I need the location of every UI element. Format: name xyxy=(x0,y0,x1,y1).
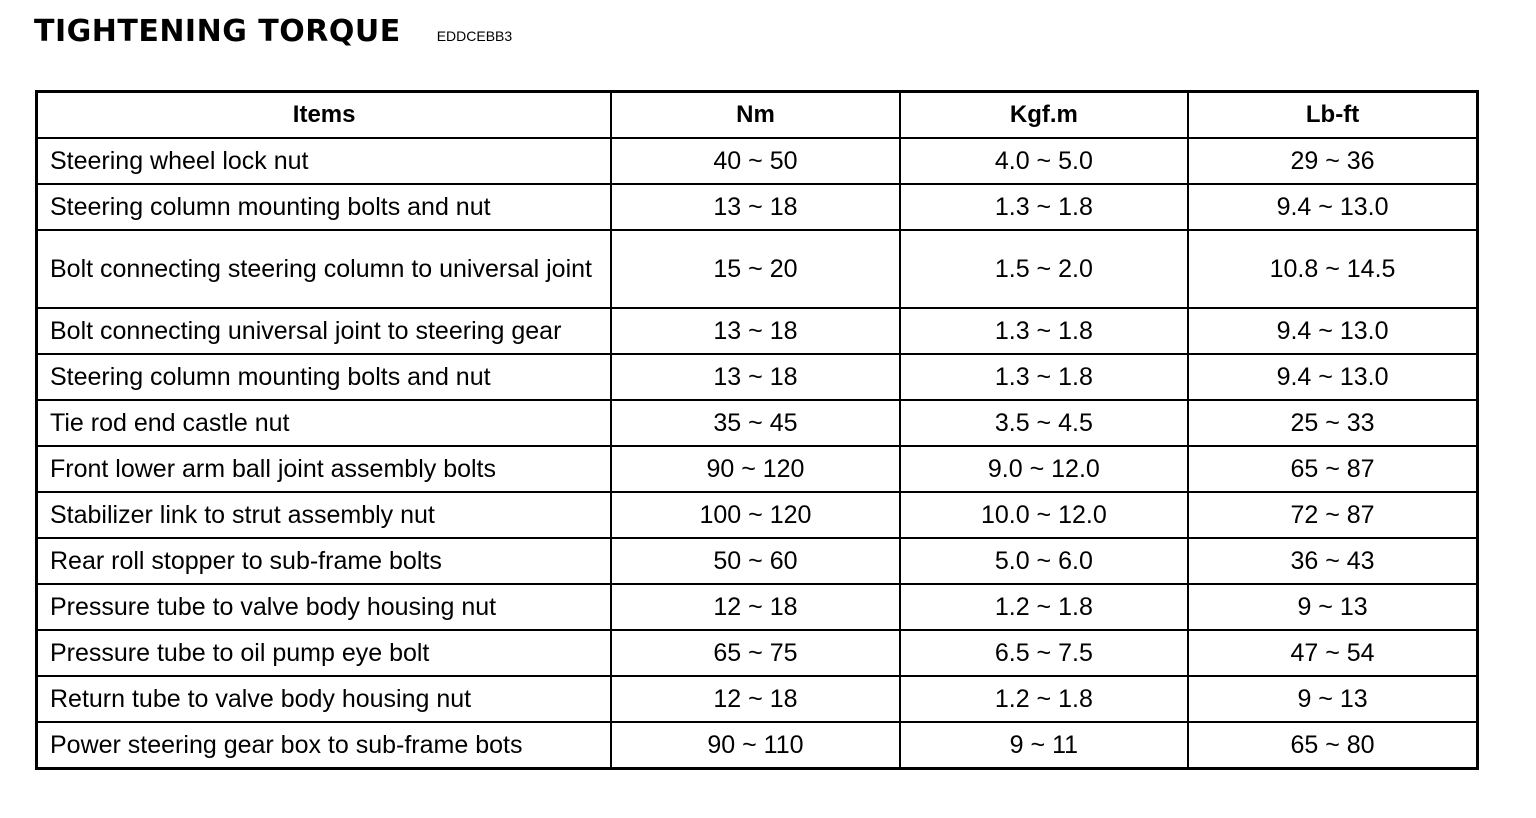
kgfm-cell: 10.0 ~ 12.0 xyxy=(900,492,1188,538)
table-row xyxy=(37,492,1478,538)
lbft-cell: 72 ~ 87 xyxy=(1188,492,1477,538)
table-row xyxy=(37,400,1478,446)
table-row xyxy=(37,230,1478,308)
kgfm-cell: 1.2 ~ 1.8 xyxy=(900,584,1188,630)
kgfm-cell: 1.3 ~ 1.8 xyxy=(900,184,1188,230)
item-cell: Bolt connecting universal joint to steering gear xyxy=(37,308,612,354)
kgfm-cell: 3.5 ~ 4.5 xyxy=(900,400,1188,446)
table-row xyxy=(37,184,1478,230)
item-cell: Tie rod end castle nut xyxy=(37,400,612,446)
kgfm-cell: 1.3 ~ 1.8 xyxy=(900,354,1188,400)
kgfm-cell: 9 ~ 11 xyxy=(900,722,1188,769)
kgfm-cell: 1.2 ~ 1.8 xyxy=(900,676,1188,722)
table-header-row xyxy=(37,92,1478,139)
item-cell: Pressure tube to valve body housing nut xyxy=(37,584,612,630)
table-row xyxy=(37,446,1478,492)
nm-cell: 15 ~ 20 xyxy=(611,230,899,308)
lbft-cell: 47 ~ 54 xyxy=(1188,630,1477,676)
item-cell: Steering wheel lock nut xyxy=(37,138,612,184)
nm-cell: 90 ~ 110 xyxy=(611,722,899,769)
item-cell: Pressure tube to oil pump eye bolt xyxy=(37,630,612,676)
lbft-cell: 9 ~ 13 xyxy=(1188,676,1477,722)
column-header-items: Items xyxy=(37,92,612,139)
item-cell: Rear roll stopper to sub-frame bolts xyxy=(37,538,612,584)
lbft-cell: 25 ~ 33 xyxy=(1188,400,1477,446)
item-cell: Steering column mounting bolts and nut xyxy=(37,354,612,400)
column-header-lbft: Lb-ft xyxy=(1188,92,1477,139)
lbft-cell: 65 ~ 87 xyxy=(1188,446,1477,492)
table-row xyxy=(37,630,1478,676)
table-row xyxy=(37,354,1478,400)
table-row xyxy=(37,722,1478,769)
document-code: EDDCEBB3 xyxy=(436,28,513,44)
nm-cell: 90 ~ 120 xyxy=(611,446,899,492)
column-header-kgfm: Kgf.m xyxy=(900,92,1188,139)
lbft-cell: 9.4 ~ 13.0 xyxy=(1188,354,1477,400)
item-cell: Bolt connecting steering column to universal joint xyxy=(37,230,612,308)
page-header xyxy=(34,14,512,58)
kgfm-cell: 6.5 ~ 7.5 xyxy=(900,630,1188,676)
nm-cell: 50 ~ 60 xyxy=(611,538,899,584)
nm-cell: 65 ~ 75 xyxy=(611,630,899,676)
lbft-cell: 9.4 ~ 13.0 xyxy=(1188,184,1477,230)
torque-table xyxy=(35,90,1479,770)
table-row xyxy=(37,584,1478,630)
kgfm-cell: 4.0 ~ 5.0 xyxy=(900,138,1188,184)
kgfm-cell: 1.3 ~ 1.8 xyxy=(900,308,1188,354)
table-row xyxy=(37,308,1478,354)
item-cell: Front lower arm ball joint assembly bolts xyxy=(37,446,612,492)
item-cell: Steering column mounting bolts and nut xyxy=(37,184,612,230)
nm-cell: 13 ~ 18 xyxy=(611,308,899,354)
nm-cell: 13 ~ 18 xyxy=(611,184,899,230)
nm-cell: 12 ~ 18 xyxy=(611,584,899,630)
table-row xyxy=(37,138,1478,184)
lbft-cell: 29 ~ 36 xyxy=(1188,138,1477,184)
lbft-cell: 65 ~ 80 xyxy=(1188,722,1477,769)
nm-cell: 35 ~ 45 xyxy=(611,400,899,446)
kgfm-cell: 9.0 ~ 12.0 xyxy=(900,446,1188,492)
page-title: TIGHTENING TORQUE xyxy=(34,14,401,49)
table-row xyxy=(37,676,1478,722)
lbft-cell: 9 ~ 13 xyxy=(1188,584,1477,630)
item-cell: Power steering gear box to sub-frame bots xyxy=(37,722,612,769)
kgfm-cell: 1.5 ~ 2.0 xyxy=(900,230,1188,308)
item-cell: Stabilizer link to strut assembly nut xyxy=(37,492,612,538)
table-row xyxy=(37,538,1478,584)
kgfm-cell: 5.0 ~ 6.0 xyxy=(900,538,1188,584)
lbft-cell: 9.4 ~ 13.0 xyxy=(1188,308,1477,354)
nm-cell: 100 ~ 120 xyxy=(611,492,899,538)
item-cell: Return tube to valve body housing nut xyxy=(37,676,612,722)
lbft-cell: 36 ~ 43 xyxy=(1188,538,1477,584)
nm-cell: 13 ~ 18 xyxy=(611,354,899,400)
nm-cell: 12 ~ 18 xyxy=(611,676,899,722)
lbft-cell: 10.8 ~ 14.5 xyxy=(1188,230,1477,308)
nm-cell: 40 ~ 50 xyxy=(611,138,899,184)
column-header-nm: Nm xyxy=(611,92,899,139)
